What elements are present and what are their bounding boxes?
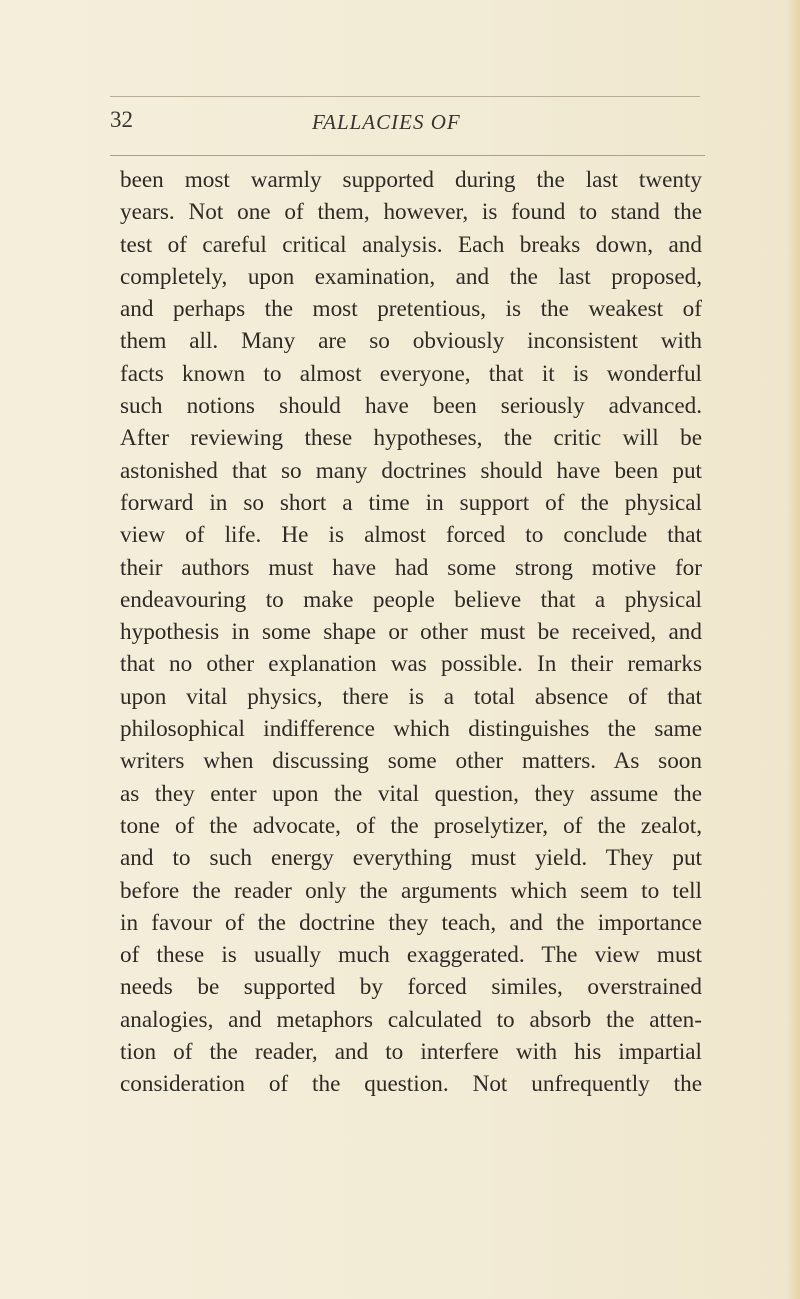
text-line: consideration of the question. Not unfrequently the	[120, 1071, 702, 1098]
page-number: 32	[110, 107, 133, 132]
text-line: hypothesis in some shape or other must be received, and	[120, 619, 702, 646]
page-edge-shadow	[786, 0, 800, 1299]
text-line: their authors must have had some strong motive for	[120, 554, 702, 581]
text-line: endeavouring to make people believe that a physical	[120, 586, 702, 613]
header-bottom-rule	[110, 155, 705, 156]
text-line: completely, upon examination, and the last proposed,	[120, 263, 702, 290]
text-line: been most warmly supported during the last twenty	[120, 167, 702, 193]
text-line: analogies, and metaphors calculated to absorb the atten-	[120, 1006, 702, 1033]
text-line: such notions should have been seriously advanced.	[120, 393, 702, 420]
text-line: view of life. He is almost forced to conclude that	[120, 522, 702, 549]
text-line: them all. Many are so obviously inconsistent with	[120, 328, 702, 355]
text-line: test of careful critical analysis. Each breaks down, and	[120, 231, 702, 258]
header-top-rule	[110, 96, 700, 97]
text-line: writers when discussing some other matters. As soon	[120, 748, 702, 775]
text-line: that no other explanation was possible. In their remarks	[120, 651, 702, 678]
text-line: forward in so short a time in support of the physical	[120, 489, 702, 516]
text-line: philosophical indifference which distinguishes the same	[120, 716, 702, 743]
text-line: in favour of the doctrine they teach, and the importance	[120, 909, 702, 936]
text-line: and perhaps the most pretentious, is the weakest of	[120, 296, 702, 323]
text-line: and to such energy everything must yield. They put	[120, 845, 702, 872]
text-line: upon vital physics, there is a total absence of that	[120, 683, 702, 710]
text-line: After reviewing these hypotheses, the critic will be	[120, 425, 702, 452]
text-line: tion of the reader, and to interfere with his impartial	[120, 1039, 702, 1066]
text-line: years. Not one of them, however, is found to stand the	[120, 199, 702, 226]
text-line: astonished that so many doctrines should have been put	[120, 457, 702, 484]
running-head: FALLACIES OF	[312, 110, 461, 134]
text-line: tone of the advocate, of the proselytizer, of the zealot,	[120, 812, 702, 839]
text-line: needs be supported by forced similes, overstrained	[120, 974, 702, 1001]
text-line: as they enter upon the vital question, they assume the	[120, 780, 702, 807]
text-line: facts known to almost everyone, that it is wonderful	[120, 360, 702, 387]
text-line: before the reader only the arguments which seem to tell	[120, 877, 702, 904]
body-text	[120, 164, 702, 1101]
text-line: of these is usually much exaggerated. The view must	[120, 942, 702, 969]
